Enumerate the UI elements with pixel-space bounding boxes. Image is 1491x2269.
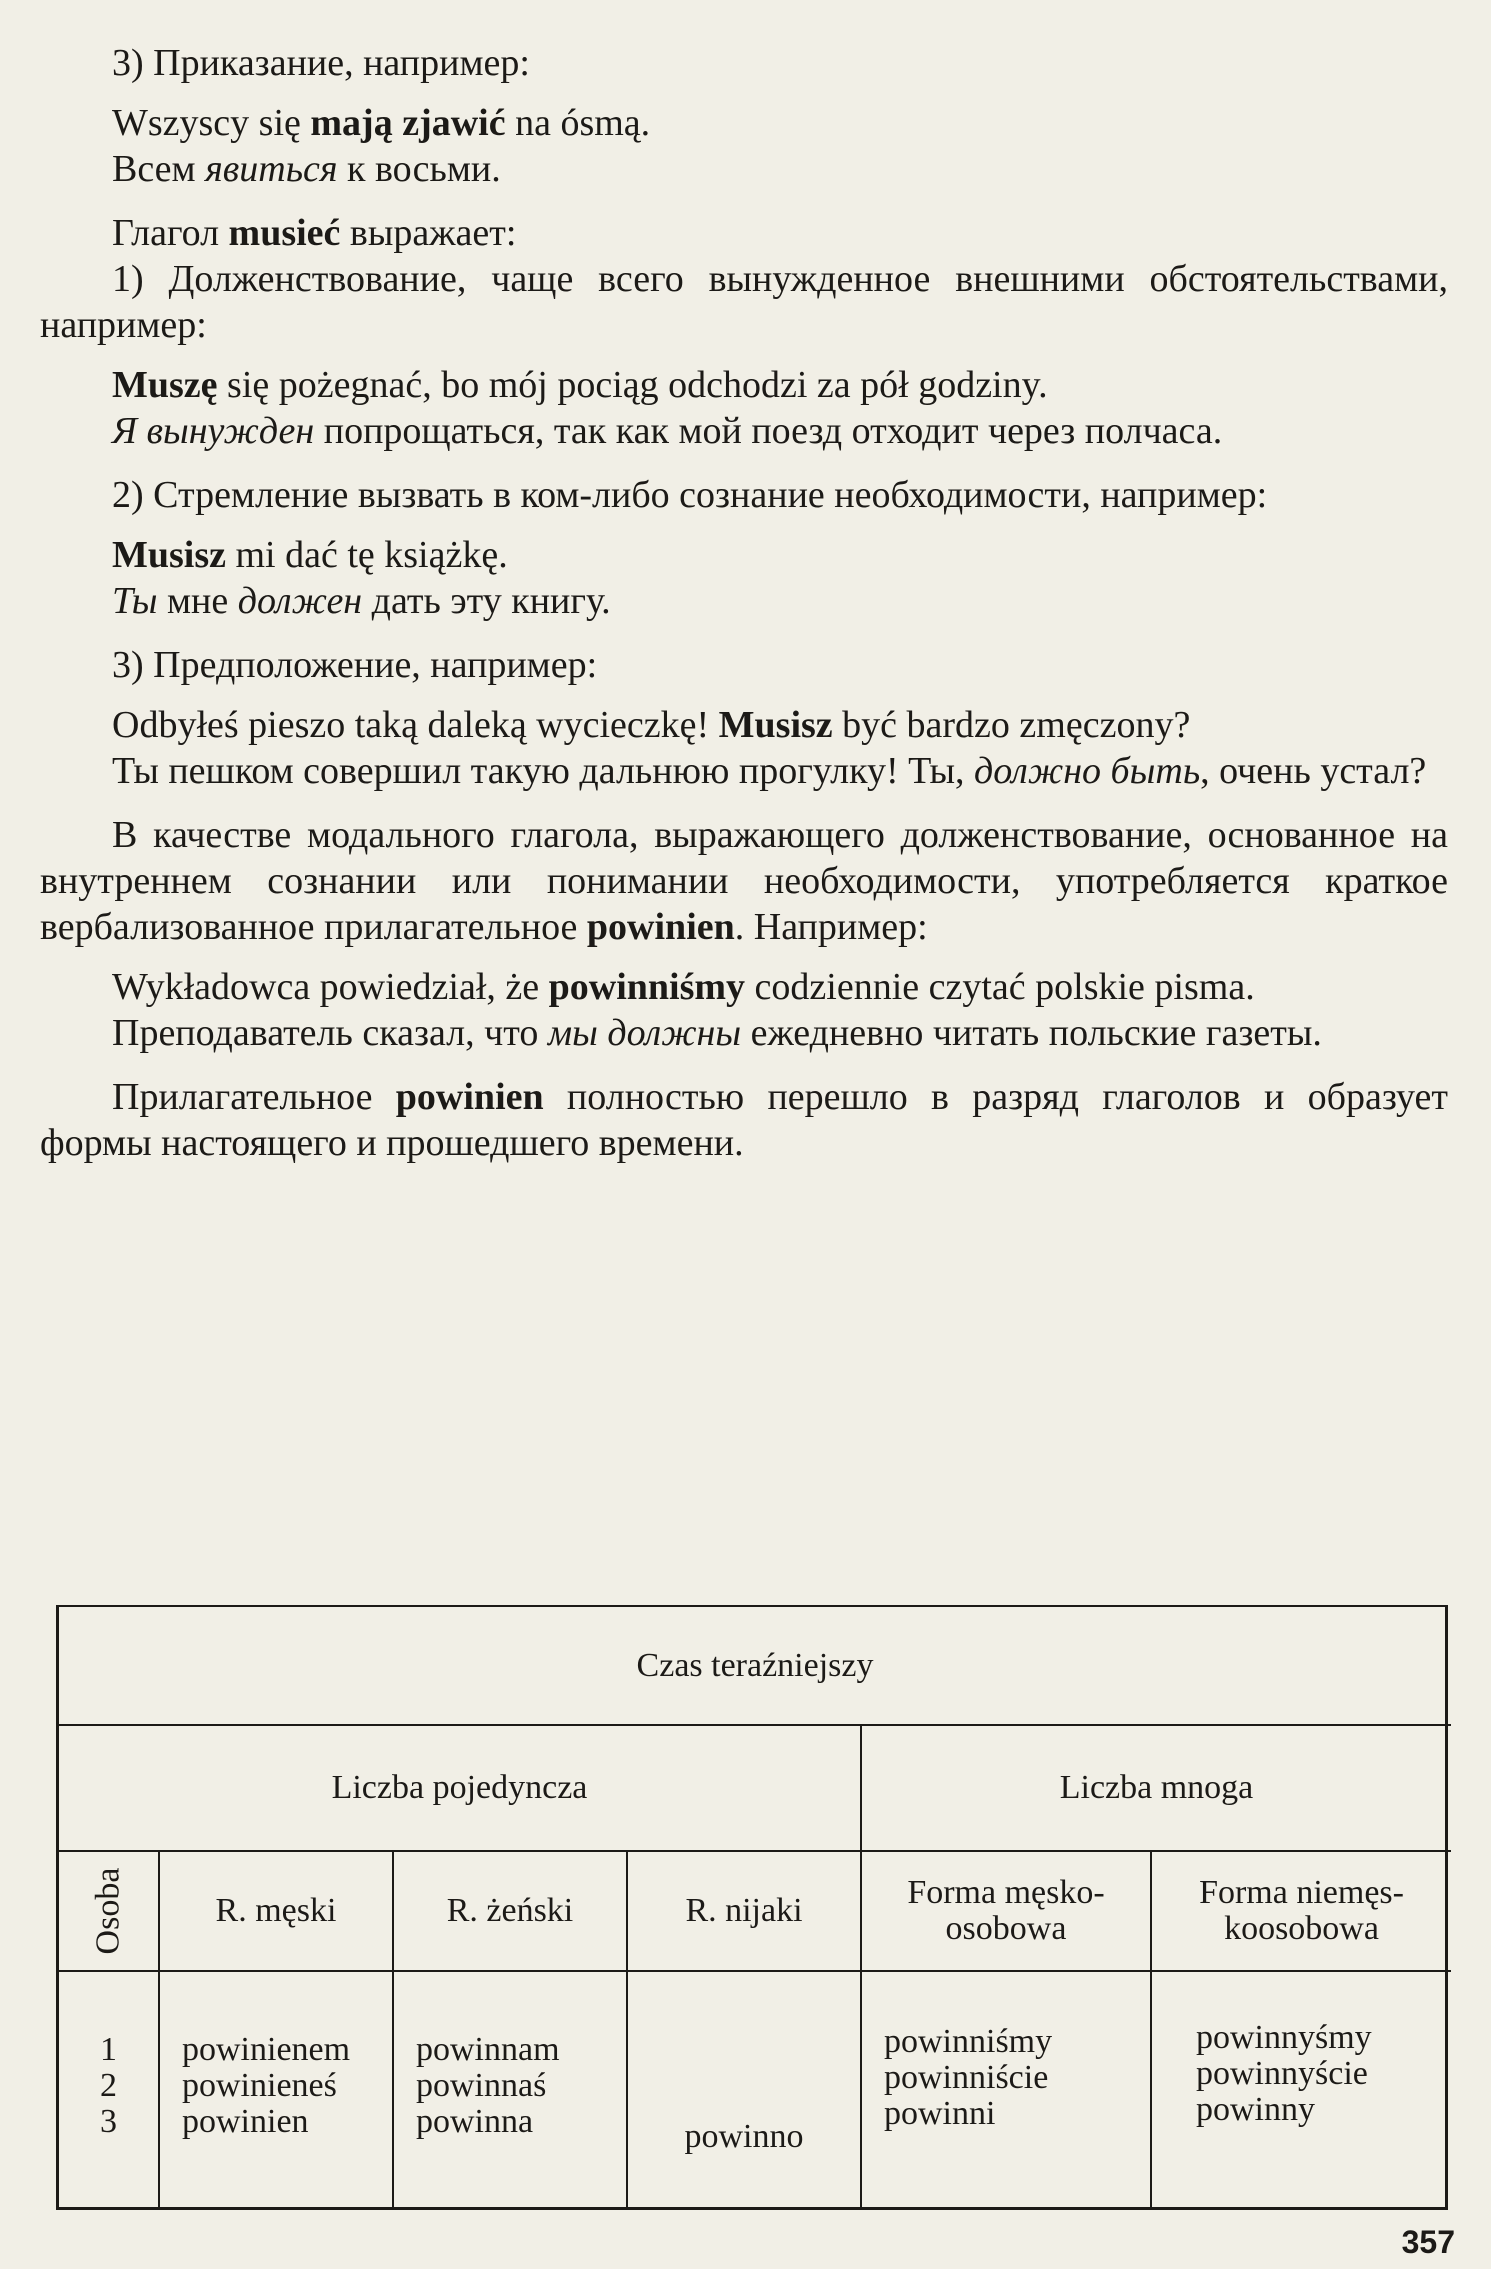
verb-form: powinny (1196, 2091, 1315, 2128)
feminine-forms (393, 1971, 627, 2207)
text-run: codziennie czytać polskie pisma. (745, 966, 1255, 1008)
text-run: się pożegnać, bo mój pociąg odchodzi za pół godziny. (217, 364, 1048, 406)
italic-term: Ты (112, 580, 158, 622)
text-run: попрощаться, так как мой поезд отходит через полчаса. (314, 410, 1223, 452)
bold-term: musieć (228, 212, 341, 254)
text-run: Odbyłeś pieszo taką daleką wycieczkę! (112, 704, 719, 746)
masculine-forms (159, 1971, 393, 2207)
verb-form: powinnaś (416, 2067, 547, 2104)
bold-term: powinien (586, 906, 735, 948)
header-line: Forma niemęs- (1199, 1874, 1404, 1911)
text-run: ежедневно читать польские газеты. (741, 1012, 1322, 1054)
masculine-personal-forms (861, 1971, 1151, 2207)
example-russian-3 (40, 578, 1448, 624)
text-run: к восьми. (337, 148, 501, 190)
example-russian-4 (40, 748, 1448, 794)
osoba-label: Osoba (89, 1867, 127, 1955)
verb-form: powinna (416, 2103, 534, 2140)
conjugation-grid (59, 1607, 1451, 2207)
example-polish-4 (40, 702, 1448, 748)
text-run: Прилагательное (112, 1076, 396, 1118)
italic-term: должен (237, 580, 363, 622)
neuter-forms (627, 1971, 861, 2207)
text-run: . Например: (734, 906, 928, 948)
table-title: Czas teraźniejszy (59, 1607, 1451, 1725)
text-run: , очень устал? (1200, 750, 1427, 792)
group-singular-header: Liczba pojedyncza (59, 1725, 861, 1851)
text-run: na ósmą. (505, 102, 651, 144)
example-russian-2 (40, 408, 1448, 454)
table-forms-row (59, 1971, 1451, 2207)
bold-term: mają zjawić (310, 102, 506, 144)
example-polish-1 (40, 100, 1448, 146)
italic-term: мы должны (547, 1012, 742, 1054)
paragraph-modal-powinien (40, 812, 1448, 950)
example-polish-2 (40, 362, 1448, 408)
text-run: мне (157, 580, 238, 622)
text-run: выражает: (340, 212, 517, 254)
verb-form: powinieneś (182, 2067, 337, 2104)
conjugation-table (56, 1605, 1448, 2210)
text-run: Глагол (112, 212, 229, 254)
verb-form: powinnam (416, 2031, 560, 2068)
paragraph-musiec (40, 210, 1448, 256)
table-column-header-row (59, 1851, 1451, 1971)
header-line: Forma męsko- (907, 1874, 1105, 1911)
person-number: 1 (100, 2031, 117, 2068)
bold-term: Muszę (112, 364, 218, 406)
text-run: być bardzo zmęczony? (832, 704, 1191, 746)
column-header-non-masculine-personal (1151, 1851, 1451, 1971)
text-run: полностью перешло в разряд глаголов и образует формы настоящего и прошедшего времени. (40, 1076, 1448, 1164)
italic-term: явиться (205, 148, 338, 190)
person-number: 3 (100, 2103, 117, 2140)
text-run: В качестве модального глагола, выражающего долженствование, основанное на внутреннем сознании или понимании необходимости, употребляется краткое вербализованное прилагательное (40, 814, 1448, 948)
verb-form: powinniście (884, 2059, 1049, 2096)
column-header-masculine: R. męski (159, 1851, 393, 1971)
text-run: Wykładowca powiedział, że (112, 966, 549, 1008)
verb-form: powinnyśmy (1196, 2019, 1372, 2056)
column-header-masculine-personal (861, 1851, 1151, 1971)
table-title-row (59, 1607, 1451, 1725)
verb-form: powinien (182, 2103, 309, 2140)
verb-form: powinnyście (1196, 2055, 1368, 2092)
paragraph-awareness: 2) Стремление вызвать в ком-либо сознание необходимости, например: (112, 474, 1268, 516)
header-line: koosobowa (1224, 1910, 1379, 1947)
page-number: 357 (1401, 2224, 1455, 2260)
table-group-row (59, 1725, 1451, 1851)
text-run: mi dać tę książkę. (226, 534, 508, 576)
text-run: Ты пешком совершил такую дальнюю прогулку! Ты, (112, 750, 975, 792)
group-plural-header: Liczba mnoga (861, 1725, 1451, 1851)
body-text (40, 40, 1448, 1166)
example-russian-1 (40, 146, 1448, 192)
text-run: Всем (112, 148, 206, 190)
text-run: Преподаватель сказал, что (112, 1012, 548, 1054)
column-header-osoba (59, 1851, 159, 1971)
example-polish-5 (40, 964, 1448, 1010)
example-russian-5 (40, 1010, 1448, 1056)
header-line: osobowa (945, 1910, 1067, 1947)
bold-term: powinien (395, 1076, 544, 1118)
verb-form: powinni (884, 2095, 996, 2132)
bold-term: Musisz (112, 534, 226, 576)
person-numbers (59, 1971, 159, 2207)
verb-form: powinno (684, 2118, 804, 2155)
paragraph-adjective (40, 1074, 1448, 1166)
column-header-neuter: R. nijaki (627, 1851, 861, 1971)
verb-form: powinienem (182, 2031, 351, 2068)
verb-form: powinniśmy (884, 2023, 1053, 2060)
bold-term: Musisz (718, 704, 833, 746)
bold-term: powinniśmy (548, 966, 746, 1008)
italic-term: Я вынужден (112, 410, 315, 452)
non-masculine-personal-forms (1151, 1971, 1451, 2207)
column-header-feminine: R. żeński (393, 1851, 627, 1971)
person-number: 2 (100, 2067, 117, 2104)
text-run: Wszyscy się (112, 102, 311, 144)
text-run: дать эту книгу. (362, 580, 611, 622)
italic-term: должно быть (974, 750, 1201, 792)
example-polish-3 (40, 532, 1448, 578)
paragraph-supposition: 3) Предположение, например: (112, 644, 598, 686)
paragraph-obligation: 1) Долженствование, чаще всего вынужденное внешними обстоятельствами, например: (40, 258, 1448, 346)
paragraph-command: 3) Приказание, например: (112, 42, 530, 84)
